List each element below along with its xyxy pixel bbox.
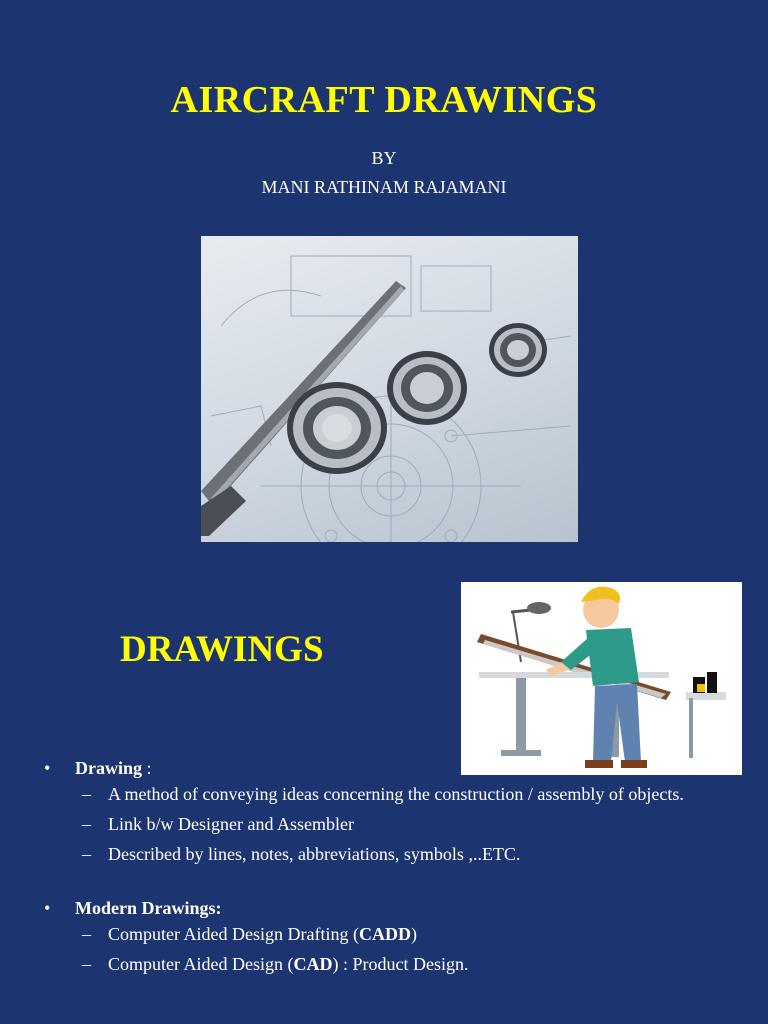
author-name: MANI RATHINAM RAJAMANI: [261, 177, 507, 197]
dash-marker: –: [82, 844, 91, 864]
bearing-medium-icon: [387, 351, 467, 425]
bullet-drawing: [0, 756, 768, 780]
drawings-slide: [0, 560, 768, 1024]
bearing-large-icon: [287, 382, 387, 474]
sub-bullet-text: Link b/w Designer and Assembler: [108, 814, 354, 834]
sub-bullet: [0, 782, 768, 806]
bullet-list: [0, 756, 768, 982]
dash-marker: –: [82, 814, 91, 834]
sub-bullet-text: Computer Aided Design (: [108, 954, 294, 974]
bullet-label: Drawing: [75, 758, 142, 778]
dash-marker: –: [82, 784, 91, 804]
sub-bullet-text-end: ) : Product Design.: [332, 954, 469, 974]
sub-bullet-keyword: CADD: [358, 924, 411, 944]
bullet-marker: •: [44, 758, 51, 778]
bullet-marker: •: [44, 898, 51, 918]
dash-marker: –: [82, 954, 91, 974]
bearing-small-icon: [489, 323, 547, 377]
sub-bullet: [0, 812, 768, 836]
dash-marker: –: [82, 924, 91, 944]
sub-bullet-text: Computer Aided Design Drafting (: [108, 924, 359, 944]
sub-bullet-keyword: CAD: [293, 954, 333, 974]
sub-bullet-text-end: ): [410, 924, 417, 944]
bullet-suffix: :: [142, 758, 152, 778]
sub-bullet: [0, 952, 768, 976]
desk-supplies-icon: [693, 672, 717, 693]
sub-bullet-text: A method of conveying ideas concerning the construction / assembly of objects.: [108, 784, 684, 804]
section-heading: DRAWINGS: [120, 629, 324, 670]
slide-title: AIRCRAFT DRAWINGS: [170, 79, 598, 121]
sub-bullet-text: Described by lines, notes, abbreviations, symbols ,..ETC.: [108, 844, 521, 864]
bullet-label: Modern Drawings:: [75, 898, 222, 918]
byline: BY: [371, 148, 397, 168]
draftsman-clipart: [461, 582, 742, 775]
sub-bullet: [0, 922, 768, 946]
sub-bullet: [0, 842, 768, 866]
bearings-blueprint-photo: [201, 236, 578, 542]
bullet-modern-drawings: [0, 896, 768, 920]
